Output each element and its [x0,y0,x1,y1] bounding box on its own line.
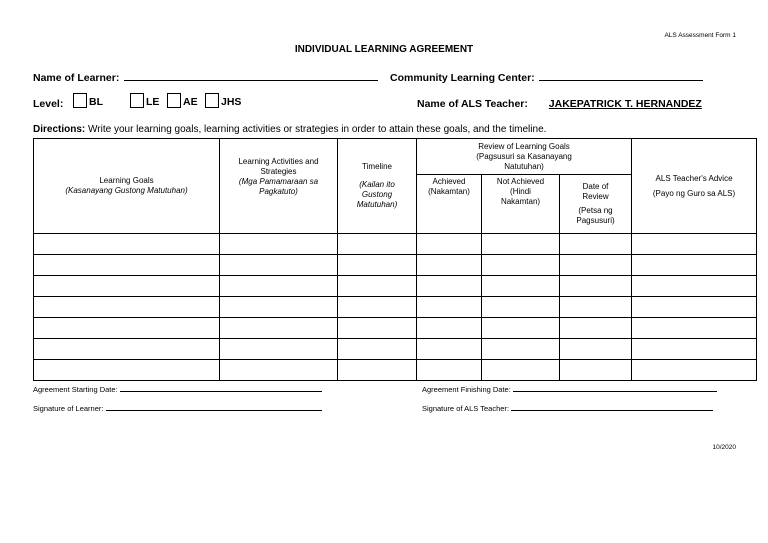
review-tl: (Pagsusuri sa Kasanayang Natutuhan) [476,151,572,171]
achieved-text: Achieved [432,177,466,186]
learner-name-field[interactable] [124,70,378,81]
review-text: Review of Learning Goals [478,141,570,151]
level-bl-checkbox[interactable] [73,93,87,108]
teacher-label: Name of ALS Teacher: [417,98,528,110]
community-center-field[interactable] [539,70,703,81]
table-row [34,339,757,360]
learning-goals-tl: (Kasanayang Gustong Matutuhan) [65,186,188,195]
community-center-row [390,68,703,86]
header-activities [220,139,338,234]
learning-goals-text: Learning Goals [99,176,154,185]
directions [33,124,546,135]
table-row [34,255,757,276]
date-code: 10/2020 [712,444,736,451]
header-date-review [560,175,632,234]
teacher-row [417,94,702,112]
level-row [33,94,63,112]
achieved-tl: (Nakamtan) [428,187,470,196]
form-number: ALS Assessment Form 1 [664,32,736,39]
level-option-jhs[interactable] [205,92,241,110]
table-row [34,276,757,297]
level-jhs-checkbox[interactable] [205,93,219,108]
page-title: INDIVIDUAL LEARNING AGREEMENT [294,44,474,55]
sig-teacher-row [422,403,713,413]
finish-date-field[interactable] [513,384,717,392]
level-ae-checkbox[interactable] [167,93,181,108]
sig-learner-row [33,403,322,413]
timeline-tl: (Kailan ito Gustong Matutuhan) [356,180,398,209]
activities-tl: (Mga Pamamaraan sa Pagkatuto) [238,177,319,196]
header-review [417,139,632,175]
advice-text: ALS Teacher's Advice (Payo ng Guro sa ALS) [652,174,736,198]
finish-date-row [422,384,717,394]
start-date-row [33,384,322,394]
not-achieved-tl: (Hindi Nakamtan) [500,187,541,206]
directions-text: Write your learning goals, learning activities or strategies in order to attain these goals, and the timeline. [85,124,547,135]
sig-teacher-label: Signature of ALS Teacher: [422,404,510,413]
learning-agreement-table [33,138,757,381]
header-timeline [338,139,417,234]
table-row [34,297,757,318]
date-review-tl: (Petsa ng Pagsusuri) [576,206,615,225]
start-date-label: Agreement Starting Date: [33,385,118,394]
table-row [34,318,757,339]
sig-teacher-field[interactable] [511,403,713,411]
directions-label: Directions: [33,124,86,135]
table-row [34,360,757,381]
header-advice [632,139,757,234]
learner-name-row [33,68,378,86]
level-option-bl[interactable] [73,92,103,110]
date-review-text: Date of Review [582,182,609,201]
level-label: Level: [33,98,64,110]
not-achieved-text: Not Achieved [496,177,545,186]
header-not-achieved [482,175,560,234]
table-row [34,234,757,255]
sig-learner-field[interactable] [106,403,322,411]
community-center-label: Community Learning Center: [390,72,535,84]
level-jhs-label: JHS [221,96,242,108]
level-ae-label: AE [183,96,198,108]
level-option-le[interactable] [130,92,159,110]
level-le-label: LE [146,96,160,108]
header-achieved [417,175,482,234]
timeline-text: Timeline [362,162,392,171]
learner-name-label: Name of Learner: [33,72,120,84]
level-bl-label: BL [89,96,103,108]
header-learning-goals [34,139,220,234]
start-date-field[interactable] [120,384,322,392]
activities-text: Learning Activities and Strategies [238,157,319,176]
level-option-ae[interactable] [167,92,198,110]
sig-learner-label: Signature of Learner: [33,404,104,413]
teacher-name: JAKEPATRICK T. HERNANDEZ [548,98,702,110]
finish-date-label: Agreement Finishing Date: [422,385,511,394]
level-le-checkbox[interactable] [130,93,144,108]
